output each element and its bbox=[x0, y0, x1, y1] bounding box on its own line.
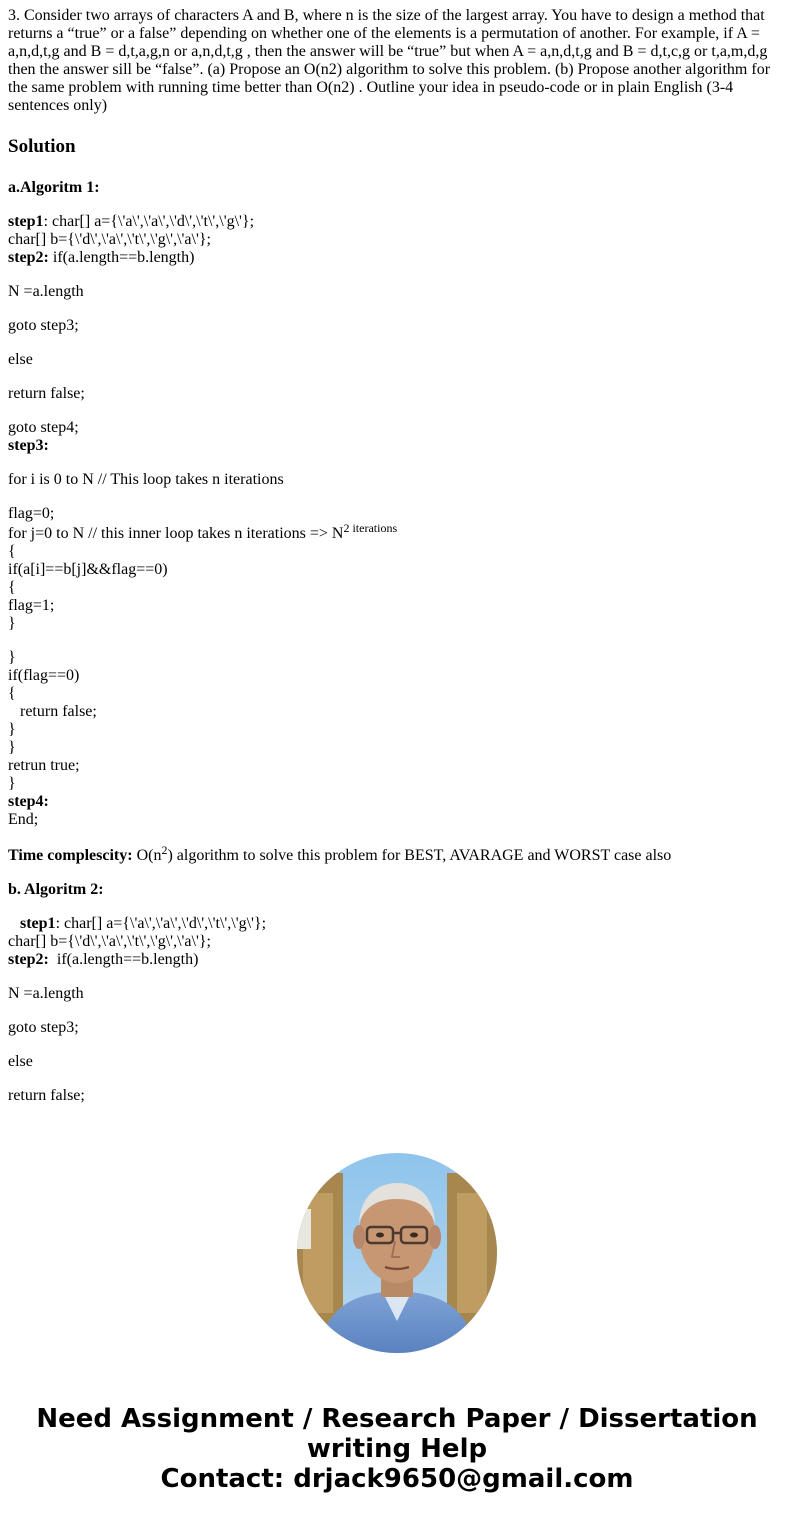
b-step1-b: char[] b={\'d\',\'a\',\'t\',\'g\',\'a\'}; bbox=[8, 933, 211, 950]
a-brace-close2: } bbox=[8, 649, 16, 666]
a-else: else bbox=[8, 351, 33, 368]
a-goto4: goto step4; bbox=[8, 419, 79, 436]
footer-line-1: Need Assignment / Research Paper / Dissertation bbox=[36, 1404, 758, 1434]
b-n-assign: N =a.length bbox=[8, 985, 84, 1002]
b-step1: step1: char[] a={\'a\',\'a\',\'d\',\'t\',\'g\'}; bbox=[20, 915, 267, 932]
a-step4: step4: bbox=[8, 793, 49, 810]
a-brace-open3: { bbox=[8, 685, 16, 702]
a-brace-close5: } bbox=[8, 775, 16, 792]
a-brace-close4: } bbox=[8, 739, 16, 756]
a-time-complexity: Time complescity: $O(n^2)$ algorithm to solve this problem for BEST, AVARAGE and WORST case also bbox=[8, 843, 672, 864]
footer-line-2: writing Help bbox=[306, 1434, 488, 1464]
a-return-false-inner: return false; bbox=[8, 703, 97, 720]
part-b-heading: b. Algoritm 2: bbox=[8, 881, 104, 898]
part-a-heading: a.Algoritm 1: bbox=[8, 179, 100, 196]
a-brace-close1: } bbox=[8, 615, 16, 632]
a-brace-close3: } bbox=[8, 721, 16, 738]
a-step1-b: char[] b={\'d\',\'a\',\'t\',\'g\',\'a\'}; bbox=[8, 231, 211, 248]
a-if-flag: if(flag==0) bbox=[8, 667, 80, 684]
a-return-true: retrun true; bbox=[8, 757, 80, 774]
b-step2: step2: if(a.length==b.length) bbox=[8, 951, 199, 968]
a-end: End; bbox=[8, 811, 39, 828]
a-outer-loop: for i is 0 to N // This loop takes n iterations bbox=[8, 471, 284, 488]
promo-footer bbox=[0, 1404, 794, 1494]
a-inner-sup: 2 iterations bbox=[343, 521, 398, 535]
a-n-assign: N =a.length bbox=[8, 283, 84, 300]
portrait-image bbox=[297, 1153, 497, 1353]
a-step3: step3: bbox=[8, 437, 49, 454]
footer-contact: Contact: drjack9650@gmail.com bbox=[160, 1464, 634, 1494]
solution-heading: Solution bbox=[8, 136, 76, 157]
a-brace-open2: { bbox=[8, 579, 16, 596]
a-step1: step1: char[] a={\'a\',\'a\',\'d\',\'t\',\'g\'}; bbox=[8, 213, 255, 230]
b-return-false: return false; bbox=[8, 1087, 85, 1104]
a-flag1: flag=1; bbox=[8, 597, 55, 614]
document-body bbox=[8, 7, 786, 1105]
b-goto3: goto step3; bbox=[8, 1019, 79, 1036]
avatar-photo bbox=[297, 1153, 497, 1353]
a-goto3: goto step3; bbox=[8, 317, 79, 334]
a-inner-loop: for j=0 to N // this inner loop takes n iterations => $N^{2 iterations}$ bbox=[8, 521, 398, 542]
b-else: else bbox=[8, 1053, 33, 1070]
a-step2: step2: if(a.length==b.length) bbox=[8, 249, 195, 266]
a-brace-open: { bbox=[8, 543, 16, 560]
a-return-false: return false; bbox=[8, 385, 85, 402]
a-if-cond: if(a[i]==b[j]&&flag==0) bbox=[8, 561, 168, 578]
a-flag0: flag=0; bbox=[8, 505, 55, 522]
question-text: 3. Consider two arrays of characters A and B, where n is the size of the largest array. You have to design a method that returns a “true” or a false” depending on whether one of the elements is a permutation of another. For example, if A = a,n,d,t,g and B = d,t,a,g,n or a,n,d,t,g , then the answer will be “true” but when A = a,n,d,t,g and B = d,t,c,g or t,a,m,d,g then the answer sill be “false”. (a) Propose an O(n2) algorithm to solve this problem. (b) Propose another algorithm for the same problem with running time better than O(n2) . Outline your idea in pseudo-code or in plain English (3-4 sentences only) bbox=[8, 7, 771, 114]
